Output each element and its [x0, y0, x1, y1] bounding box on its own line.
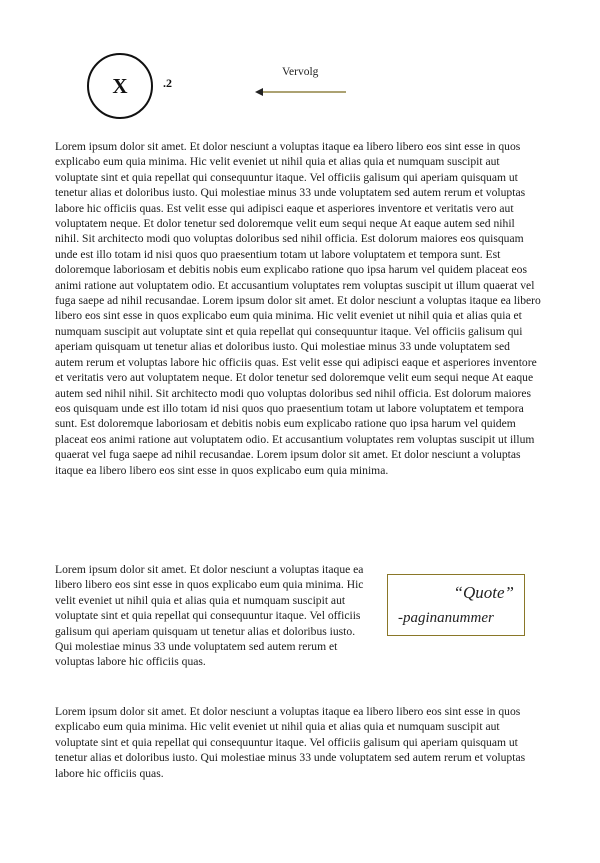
left-arrow-icon[interactable] [255, 85, 347, 99]
body-paragraph-1: Lorem ipsum dolor sit amet. Et dolor nesciunt a voluptas itaque ea libero libero eos sint esse in quos explicabo eum quia minima. Hic velit eveniet ut nihil quia et alias quia et numquam suscipit aut voluptate sint et quia repellat qui consequuntur itaque. Vel officiis galisum qui aperiam quisquam ut tenetur alias et doloribus iusto. Qui molestiae minus 33 unde voluptatem sed autem rerum et voluptas labore hic officiis quas. Est velit esse qui adipisci eaque et asperiores inventore et veritatis vero aut voluptatem neque. Et dolor tenetur sed doloremque velit eum sequi neque At eaque autem sed nihil nihil. Sit architecto modi quo voluptas doloribus sed nihil officia. Est dolorum maiores eos quisquam unde est illo totam id nisi quos quo praesentium totam ut labore voluptatem et tempora sunt. Est doloremque laboriosam et debitis nobis eum explicabo ratione quo ipsa harum vel quidem placeat eos animi ratione aut voluptatem odio. Et accusantium voluptates rem voluptas suscipit ut illum quaerat vel fuga saepe ad nihil recusandae. Lorem ipsum dolor sit amet. Et dolor nesciunt a voluptas itaque ea libero libero eos sint esse in quos explicabo eum quia minima. Hic velit eveniet ut nihil quia et alias quia et numquam suscipit aut voluptate sint et quia repellat qui consequuntur itaque. Vel officiis galisum qui aperiam quisquam ut tenetur alias et doloribus iusto. Qui molestiae minus 33 unde voluptatem sed autem rerum et voluptas labore hic officiis quas. Est velit esse qui adipisci eaque et asperiores inventore et veritatis vero aut voluptatem neque. Et dolor tenetur sed doloremque velit eum sequi neque At eaque autem sed nihil nihil. Sit architecto modi quo voluptas doloribus sed nihil officia. Est dolorum maiores eos quisquam unde est illo totam id nisi quos quo praesentium totam ut labore voluptatem et tempora sunt. Est doloremque laboriosam et debitis nobis eum explicabo ratione quo ipsa harum vel quidem placeat eos animi ratione aut voluptatem odio. Et accusantium voluptates rem voluptas suscipit ut illum quaerat vel fuga saepe ad nihil recusandae. Lorem ipsum dolor sit amet. Et dolor nesciunt a voluptas itaque ea libero libero eos sint esse in quos explicabo eum quia minima. [55, 140, 541, 477]
page-number: .2 [163, 76, 172, 90]
body-paragraph-2: Lorem ipsum dolor sit amet. Et dolor nesciunt a voluptas itaque ea libero libero eos sint esse in quos explicabo eum quia minima. Hic velit eveniet ut nihil quia et alias quia et numquam suscipit aut voluptate sint et quia repellat qui consequuntur itaque. Vel officiis galisum qui aperiam quisquam ut tenetur alias et doloribus iusto. Qui molestiae minus 33 unde voluptatem sed autem rerum et voluptas labore hic officiis quas. [55, 563, 364, 669]
section-marker-label: X [112, 73, 128, 98]
section-marker-circle [87, 53, 153, 119]
pull-quote-box [387, 574, 525, 636]
body-paragraph-3: Lorem ipsum dolor sit amet. Et dolor nesciunt a voluptas itaque ea libero libero eos sint esse in quos explicabo eum quia minima. Hic velit eveniet ut nihil quia et alias quia et numquam suscipit aut voluptate sint et quia repellat qui consequuntur itaque. Vel officiis galisum qui aperiam quisquam ut tenetur alias et doloribus iusto. Qui molestiae minus 33 unde voluptatem sed autem rerum et voluptas labore hic officiis quas. [55, 705, 526, 780]
next-link-label[interactable]: Vervolg [282, 66, 319, 78]
pull-quote-attribution: -paginanummer [398, 610, 494, 626]
pull-quote-text: “Quote” [453, 583, 514, 602]
